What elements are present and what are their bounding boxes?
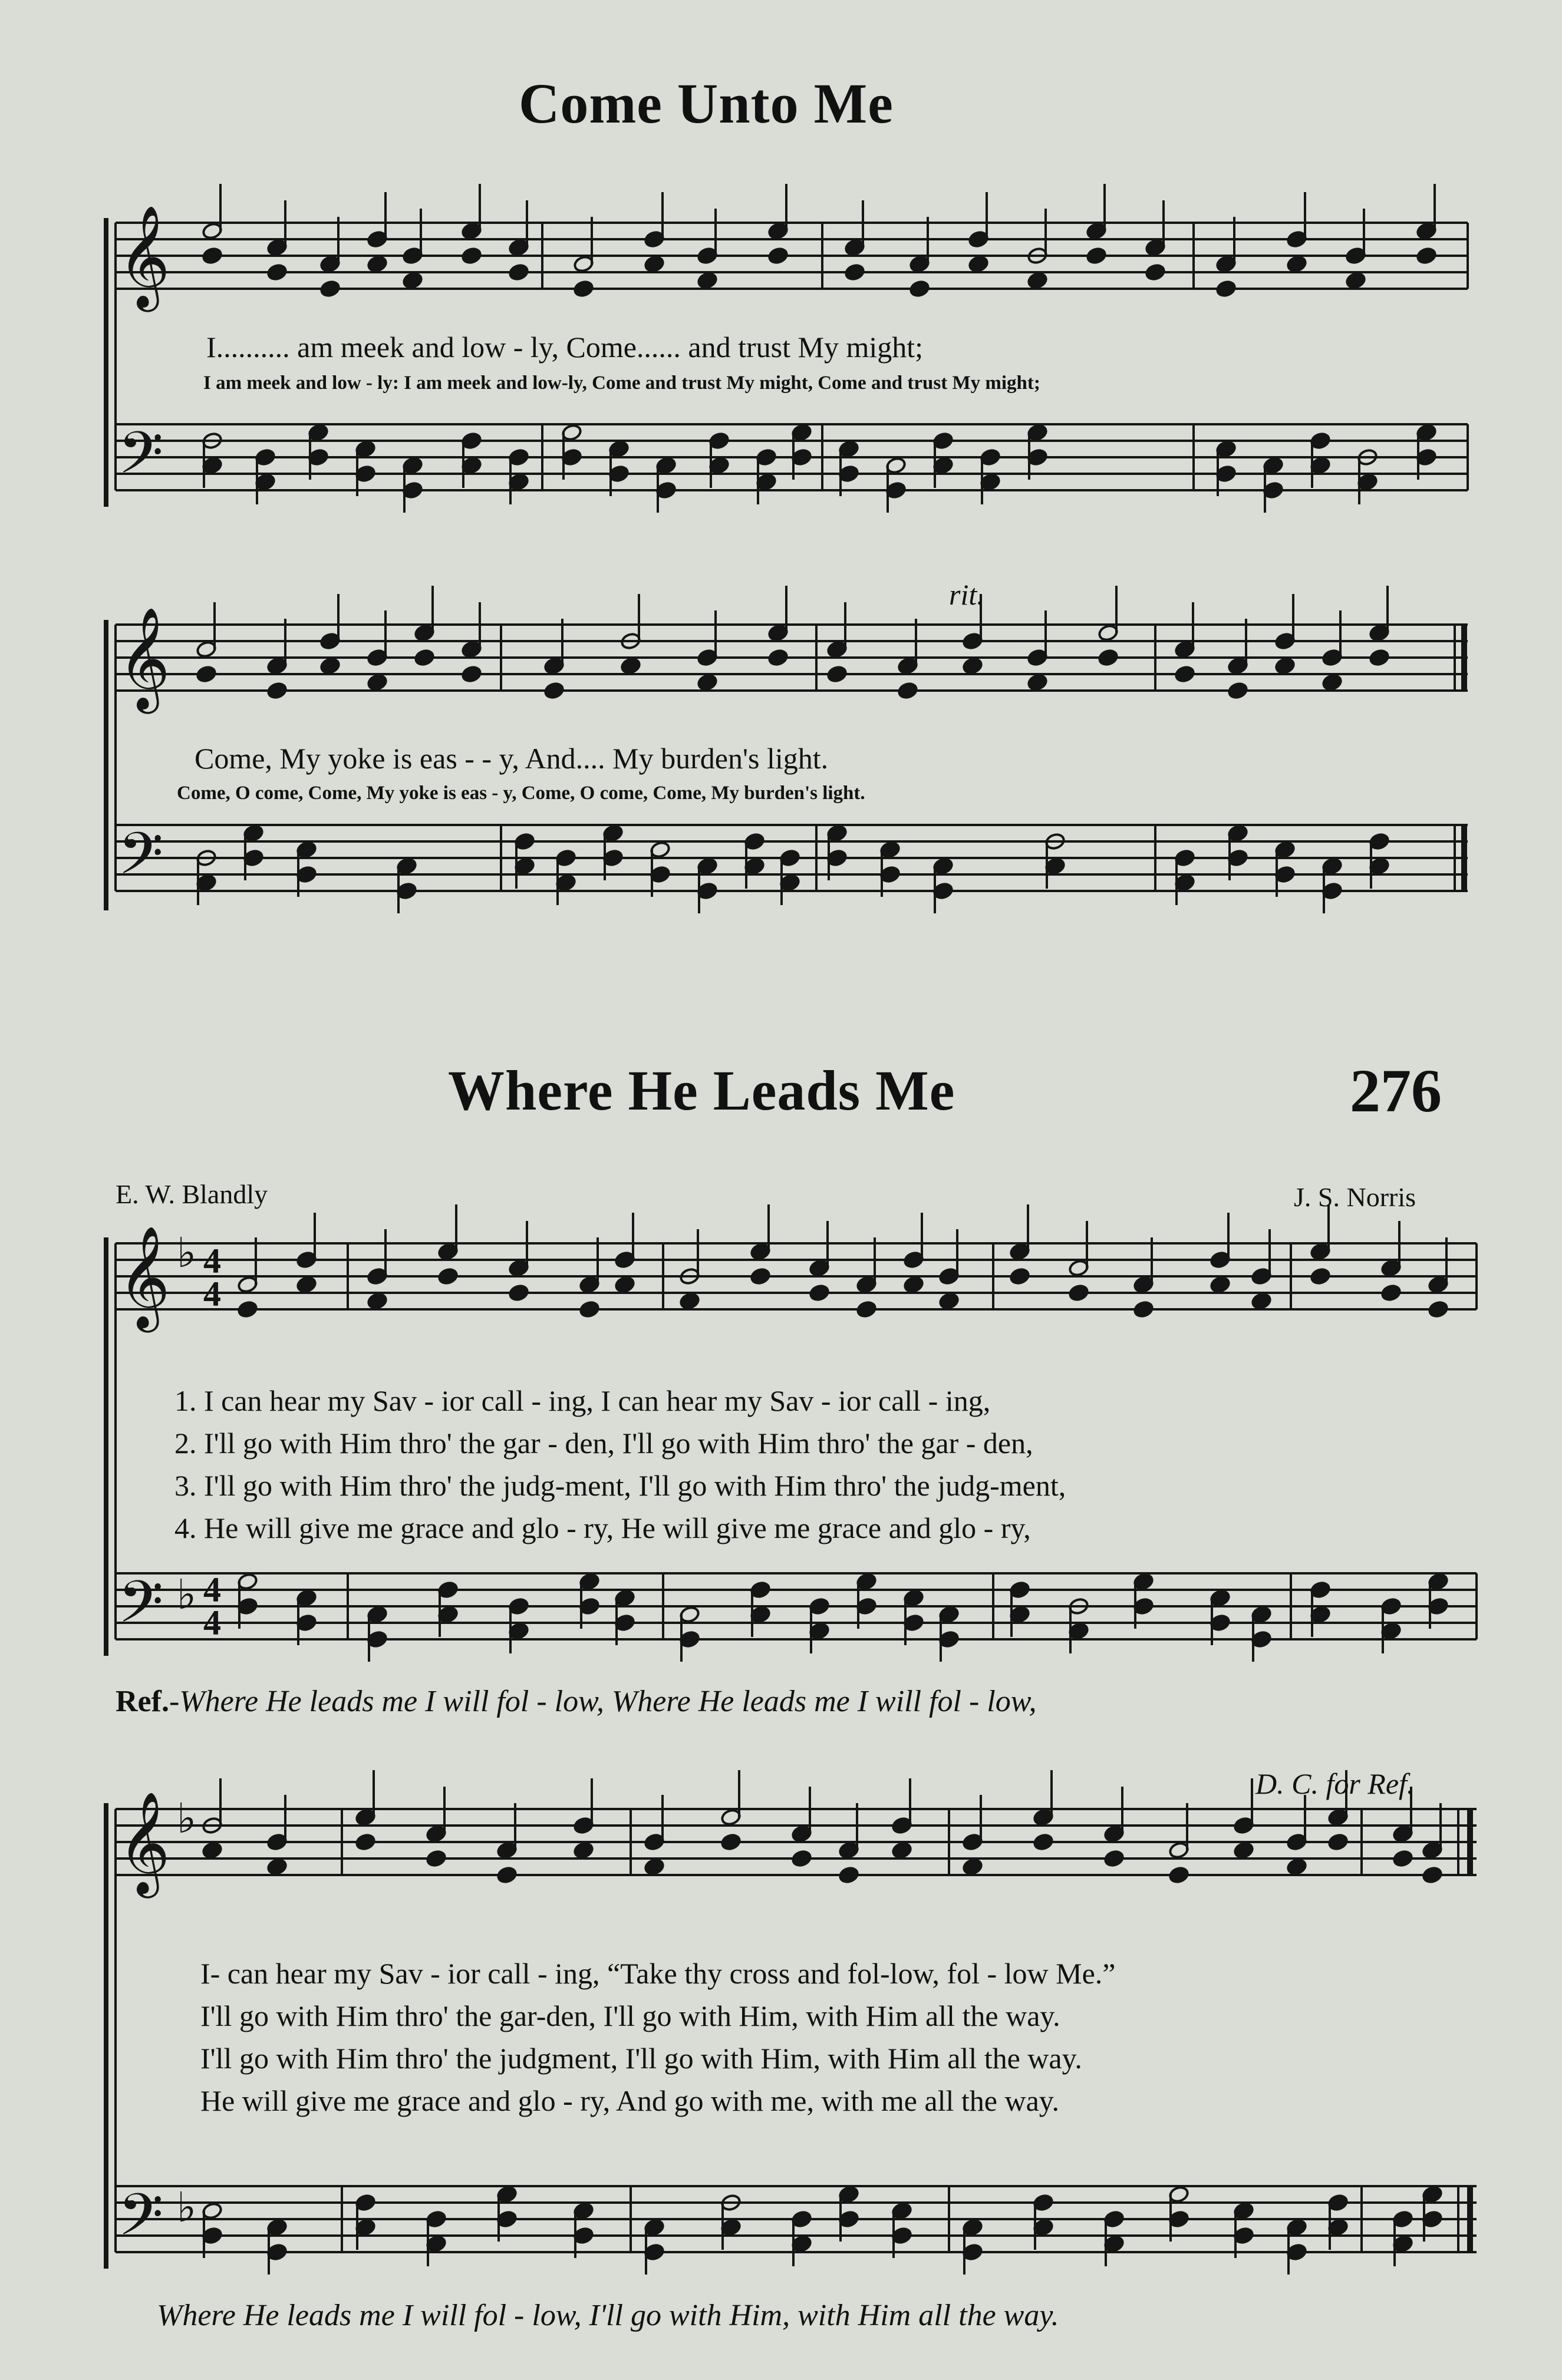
- notehead: [426, 1850, 447, 1868]
- song1-system1-lyric: I.......... am meek and low - ly, Come...... and trust My might;: [206, 331, 924, 364]
- notehead: [579, 1300, 600, 1319]
- song1-system2-lyric: Come, My yoke is eas - - y, And.... My burden's light.: [195, 742, 829, 775]
- notehead: [1327, 1833, 1349, 1851]
- notehead: [697, 674, 718, 692]
- refrain-line-1-text: -Where He leads me I will fol - low, Where He leads me I will fol - low,: [169, 1685, 1037, 1718]
- verse-2-line-2: I'll go with Him thro' the gar-den, I'll go with Him, with Him all the way.: [200, 1999, 1060, 2032]
- notehead: [1103, 1850, 1125, 1868]
- refrain-label: Ref.: [116, 1685, 169, 1718]
- song1-system2-alto-lyric: Come, O come, Come, My yoke is eas - y, Come, O come, Come, My burden's light.: [177, 783, 865, 804]
- notehead: [838, 1866, 859, 1884]
- notehead: [202, 247, 223, 265]
- notehead: [1145, 263, 1166, 282]
- notehead: [1286, 1858, 1307, 1876]
- notehead: [319, 280, 341, 298]
- notehead: [1392, 1850, 1413, 1868]
- svg-text:𝄞: 𝄞: [118, 1791, 170, 1894]
- notehead: [1310, 1267, 1331, 1286]
- song-title-come-unto-me: Come Unto Me: [519, 72, 894, 135]
- notehead: [414, 649, 435, 667]
- notehead: [644, 1858, 665, 1876]
- svg-text:𝄞: 𝄞: [118, 205, 170, 308]
- notehead: [791, 1850, 812, 1868]
- notehead: [367, 1292, 388, 1311]
- verse-4-line-1: 4. He will give me grace and glo - ry, He will give me grace and glo - ry,: [174, 1511, 1031, 1544]
- song1-system1-alto-lyric: I am meek and low - ly: I am meek and low-ly, Come and trust My might, Come and trust My might;: [203, 372, 1040, 394]
- notehead: [266, 263, 288, 282]
- notehead: [402, 272, 423, 290]
- svg-text:4: 4: [203, 1570, 221, 1609]
- notehead: [319, 657, 341, 675]
- notehead: [1251, 1292, 1272, 1311]
- notehead: [809, 1284, 830, 1302]
- notehead: [720, 1833, 742, 1851]
- verse-2-line-1: 2. I'll go with Him thro' the gar - den, I'll go with Him thro' the gar - den,: [174, 1427, 1033, 1460]
- svg-text:4: 4: [203, 1275, 221, 1313]
- notehead: [968, 255, 989, 273]
- notehead: [891, 1841, 912, 1860]
- notehead: [1174, 665, 1195, 684]
- notehead: [644, 255, 665, 273]
- notehead: [266, 682, 288, 700]
- verse-1-line-2: I- can hear my Sav - ior call - ing, “Take thy cross and fol-low, fol - low Me.”: [200, 1957, 1116, 1990]
- notehead: [461, 247, 482, 265]
- dc-marking: D. C. for Ref.: [1255, 1767, 1415, 1800]
- svg-text:𝄞: 𝄞: [118, 607, 170, 709]
- notehead: [1215, 280, 1237, 298]
- notehead: [367, 674, 388, 692]
- notehead: [614, 1276, 635, 1294]
- notehead: [196, 665, 217, 684]
- notehead: [844, 263, 865, 282]
- notehead: [573, 1841, 594, 1860]
- notehead: [508, 263, 529, 282]
- hymn-number: 276: [1350, 1057, 1442, 1125]
- verse-3-line-2: I'll go with Him thro' the judgment, I'll go with Him, with Him all the way.: [200, 2042, 1082, 2075]
- svg-text:𝄢: 𝄢: [118, 2181, 164, 2263]
- notehead: [1009, 1267, 1030, 1286]
- notehead: [750, 1267, 771, 1286]
- notehead: [897, 682, 918, 700]
- svg-text:♭: ♭: [177, 1570, 197, 1619]
- notehead: [1274, 657, 1296, 675]
- notehead: [1422, 1866, 1443, 1884]
- notehead: [1168, 1866, 1189, 1884]
- notehead: [620, 657, 641, 675]
- notehead: [296, 1276, 317, 1294]
- notehead: [767, 247, 789, 265]
- notehead: [1322, 674, 1343, 692]
- notehead: [202, 1841, 223, 1860]
- notehead: [1416, 247, 1437, 265]
- notehead: [962, 657, 983, 675]
- notehead: [1210, 1276, 1231, 1294]
- notehead: [1027, 674, 1048, 692]
- svg-text:♭: ♭: [177, 1229, 197, 1277]
- verse-4-line-2: He will give me grace and glo - ry, And go with me, with me all the way.: [200, 2084, 1060, 2117]
- notehead: [1227, 682, 1248, 700]
- svg-text:4: 4: [203, 1242, 221, 1280]
- notehead: [903, 1276, 924, 1294]
- music-credit: J. S. Norris: [1294, 1182, 1416, 1212]
- svg-text:♭: ♭: [177, 1794, 197, 1843]
- notehead: [856, 1300, 877, 1319]
- verse-1-line-1: 1. I can hear my Sav - ior call - ing, I can hear my Sav - ior call - ing,: [174, 1384, 991, 1417]
- notehead: [1428, 1300, 1449, 1319]
- notehead: [1345, 272, 1366, 290]
- notehead: [496, 1866, 518, 1884]
- notehead: [826, 665, 848, 684]
- notehead: [266, 1858, 288, 1876]
- notehead: [962, 1858, 983, 1876]
- notehead: [1098, 649, 1119, 667]
- notehead: [1027, 272, 1048, 290]
- notehead: [938, 1292, 960, 1311]
- notehead: [1369, 649, 1390, 667]
- notehead: [1233, 1841, 1254, 1860]
- notehead: [508, 1284, 529, 1302]
- notehead: [1133, 1300, 1154, 1319]
- notehead: [1380, 1284, 1402, 1302]
- svg-text:𝄢: 𝄢: [118, 420, 164, 501]
- svg-text:4: 4: [203, 1603, 221, 1642]
- notehead: [1033, 1833, 1054, 1851]
- ritardando-marking: rit.: [949, 578, 984, 611]
- svg-text:♭: ♭: [177, 2183, 197, 2232]
- notehead: [543, 682, 565, 700]
- notehead: [679, 1292, 700, 1311]
- refrain-line-1: [116, 1684, 1037, 1719]
- notehead: [1286, 255, 1307, 273]
- svg-text:𝄞: 𝄞: [118, 1226, 170, 1328]
- notehead: [767, 649, 789, 667]
- words-credit: E. W. Blandly: [116, 1179, 268, 1209]
- notehead: [461, 665, 482, 684]
- notehead: [437, 1267, 459, 1286]
- notehead: [367, 255, 388, 273]
- notehead: [1068, 1284, 1089, 1302]
- notehead: [573, 280, 594, 298]
- notehead: [1086, 247, 1107, 265]
- notehead: [237, 1300, 258, 1319]
- svg-text:𝄢: 𝄢: [118, 1569, 164, 1651]
- notehead: [909, 280, 930, 298]
- song-title-where-he-leads-me: Where He Leads Me: [448, 1059, 955, 1122]
- notehead: [355, 1833, 376, 1851]
- verse-3-line-1: 3. I'll go with Him thro' the judg-ment, I'll go with Him thro' the judg-ment,: [174, 1469, 1066, 1502]
- notehead: [697, 272, 718, 290]
- svg-text:𝄢: 𝄢: [118, 820, 164, 902]
- refrain-line-2: Where He leads me I will fol - low, I'll go with Him, with Him all the way.: [157, 2299, 1059, 2332]
